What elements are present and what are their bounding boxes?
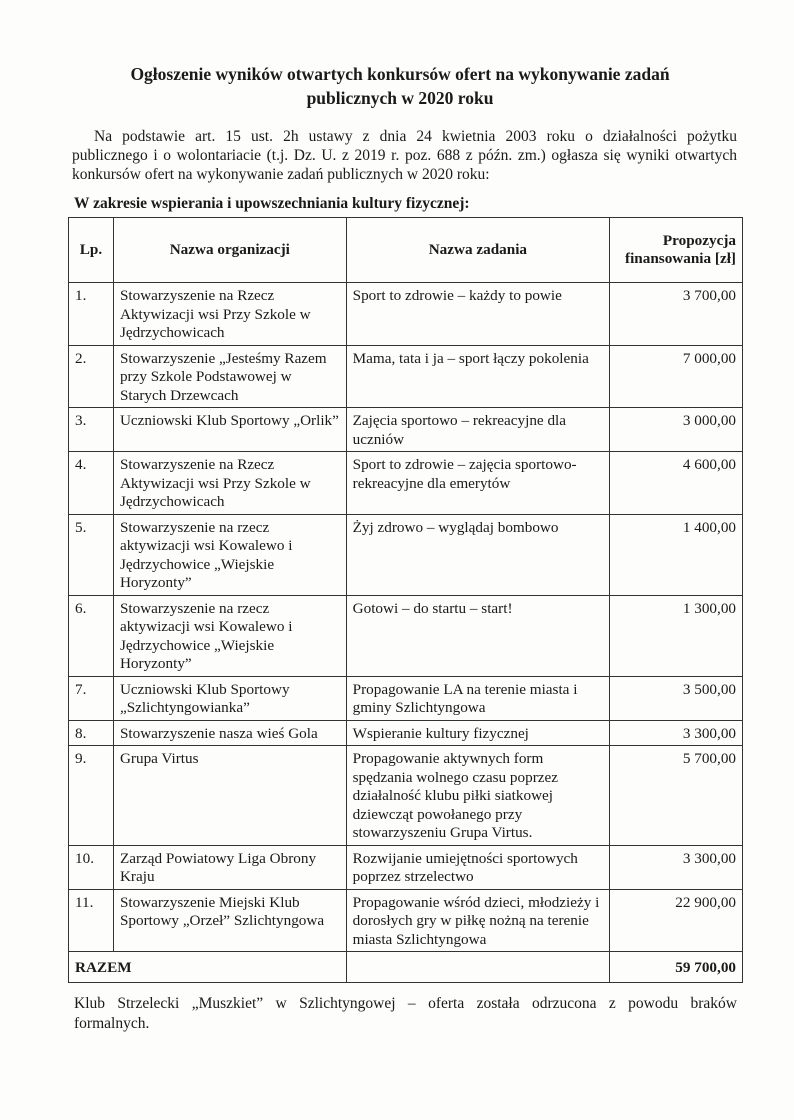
total-label: RAZEM [69,952,347,983]
row-lp: 3. [69,408,114,452]
row-lp: 1. [69,283,114,346]
table-row [69,514,743,595]
row-task: Propagowanie LA na terenie miasta i gminy Szlichtyngowa [346,676,609,720]
intro-paragraph [72,127,737,184]
document-title [100,62,700,110]
row-amount: 3 700,00 [610,283,743,346]
row-lp: 10. [69,845,114,889]
row-task: Zajęcia sportowo – rekreacyjne dla uczniów [346,408,609,452]
row-lp: 5. [69,514,114,595]
row-organization: Stowarzyszenie „Jesteśmy Razem przy Szkole Podstawowej w Starych Drzewcach [113,345,346,408]
row-task: Żyj zdrowo – wyglądaj bombowo [346,514,609,595]
total-empty-cell [346,952,609,983]
table-row [69,720,743,746]
table-row [69,345,743,408]
row-amount: 3 500,00 [610,676,743,720]
row-organization: Stowarzyszenie na rzecz aktywizacji wsi Kowalewo i Jędrzychowice „Wiejskie Horyzonty” [113,595,346,676]
table-row [69,595,743,676]
row-organization: Stowarzyszenie Miejski Klub Sportowy „Orzeł” Szlichtyngowa [113,889,346,952]
table-row [69,889,743,952]
footer-line-2: formalnych. [74,1015,150,1032]
row-organization: Grupa Virtus [113,746,346,846]
row-amount: 3 000,00 [610,408,743,452]
title-line-2: publicznych w 2020 roku [306,88,494,108]
row-lp: 9. [69,746,114,846]
row-organization: Stowarzyszenie na Rzecz Aktywizacji wsi Przy Szkole w Jędrzychowicach [113,452,346,515]
row-organization: Uczniowski Klub Sportowy „Szlichtyngowianka” [113,676,346,720]
grants-table [68,217,743,983]
footer-note [74,994,737,1034]
row-amount: 7 000,00 [610,345,743,408]
row-lp: 7. [69,676,114,720]
header-amount: Propozycja finansowania [zł] [610,218,743,283]
footer-line-1: Klub Strzelecki „Muszkiet” w Szlichtyngowej – oferta została odrzucona z powodu braków [74,995,737,1012]
row-task: Propagowanie aktywnych form spędzania wolnego czasu poprzez działalność klubu piłki siatkowej dziewcząt powołanego przy stowarzyszeniu Grupa Virtus. [346,746,609,846]
intro-line-3: konkursów ofert na wykonywanie zadań publicznych w 2020 roku: [72,166,490,183]
row-amount: 1 400,00 [610,514,743,595]
table-row [69,283,743,346]
row-organization: Stowarzyszenie na Rzecz Aktywizacji wsi Przy Szkole w Jędrzychowicach [113,283,346,346]
intro-line-1: Na podstawie art. 15 ust. 2h ustawy z dnia 24 kwietnia 2003 roku o działalności pożytku [94,128,737,145]
row-organization: Zarząd Powiatowy Liga Obrony Kraju [113,845,346,889]
row-organization: Stowarzyszenie nasza wieś Gola [113,720,346,746]
row-lp: 4. [69,452,114,515]
table-row [69,408,743,452]
row-amount: 1 300,00 [610,595,743,676]
row-amount: 3 300,00 [610,720,743,746]
row-task: Sport to zdrowie – każdy to powie [346,283,609,346]
header-organization: Nazwa organizacji [113,218,346,283]
row-lp: 8. [69,720,114,746]
table-row [69,845,743,889]
row-amount: 5 700,00 [610,746,743,846]
row-lp: 2. [69,345,114,408]
row-task: Mama, tata i ja – sport łączy pokolenia [346,345,609,408]
title-line-1: Ogłoszenie wyników otwartych konkursów ofert na wykonywanie zadań [130,64,670,84]
table-row [69,676,743,720]
section-heading: W zakresie wspierania i upowszechniania kultury fizycznej: [74,195,470,212]
row-task: Gotowi – do startu – start! [346,595,609,676]
row-task: Rozwijanie umiejętności sportowych poprzez strzelectwo [346,845,609,889]
header-task: Nazwa zadania [346,218,609,283]
row-lp: 6. [69,595,114,676]
table-header-row [69,218,743,283]
row-organization: Stowarzyszenie na rzecz aktywizacji wsi Kowalewo i Jędrzychowice „Wiejskie Horyzonty” [113,514,346,595]
table-row [69,746,743,846]
row-amount: 22 900,00 [610,889,743,952]
row-organization: Uczniowski Klub Sportowy „Orlik” [113,408,346,452]
row-task: Propagowanie wśród dzieci, młodzieży i dorosłych gry w piłkę nożną na terenie miasta Szlichtyngowa [346,889,609,952]
header-lp: Lp. [69,218,114,283]
intro-line-2: publicznego i o wolontariacie (t.j. Dz. U. z 2019 r. poz. 688 z późn. zm.) ogłasza się wyniki otwartych [72,147,737,164]
total-row [69,952,743,983]
row-amount: 4 600,00 [610,452,743,515]
row-amount: 3 300,00 [610,845,743,889]
row-lp: 11. [69,889,114,952]
total-amount: 59 700,00 [610,952,743,983]
row-task: Wspieranie kultury fizycznej [346,720,609,746]
table-row [69,452,743,515]
row-task: Sport to zdrowie – zajęcia sportowo-rekreacyjne dla emerytów [346,452,609,515]
